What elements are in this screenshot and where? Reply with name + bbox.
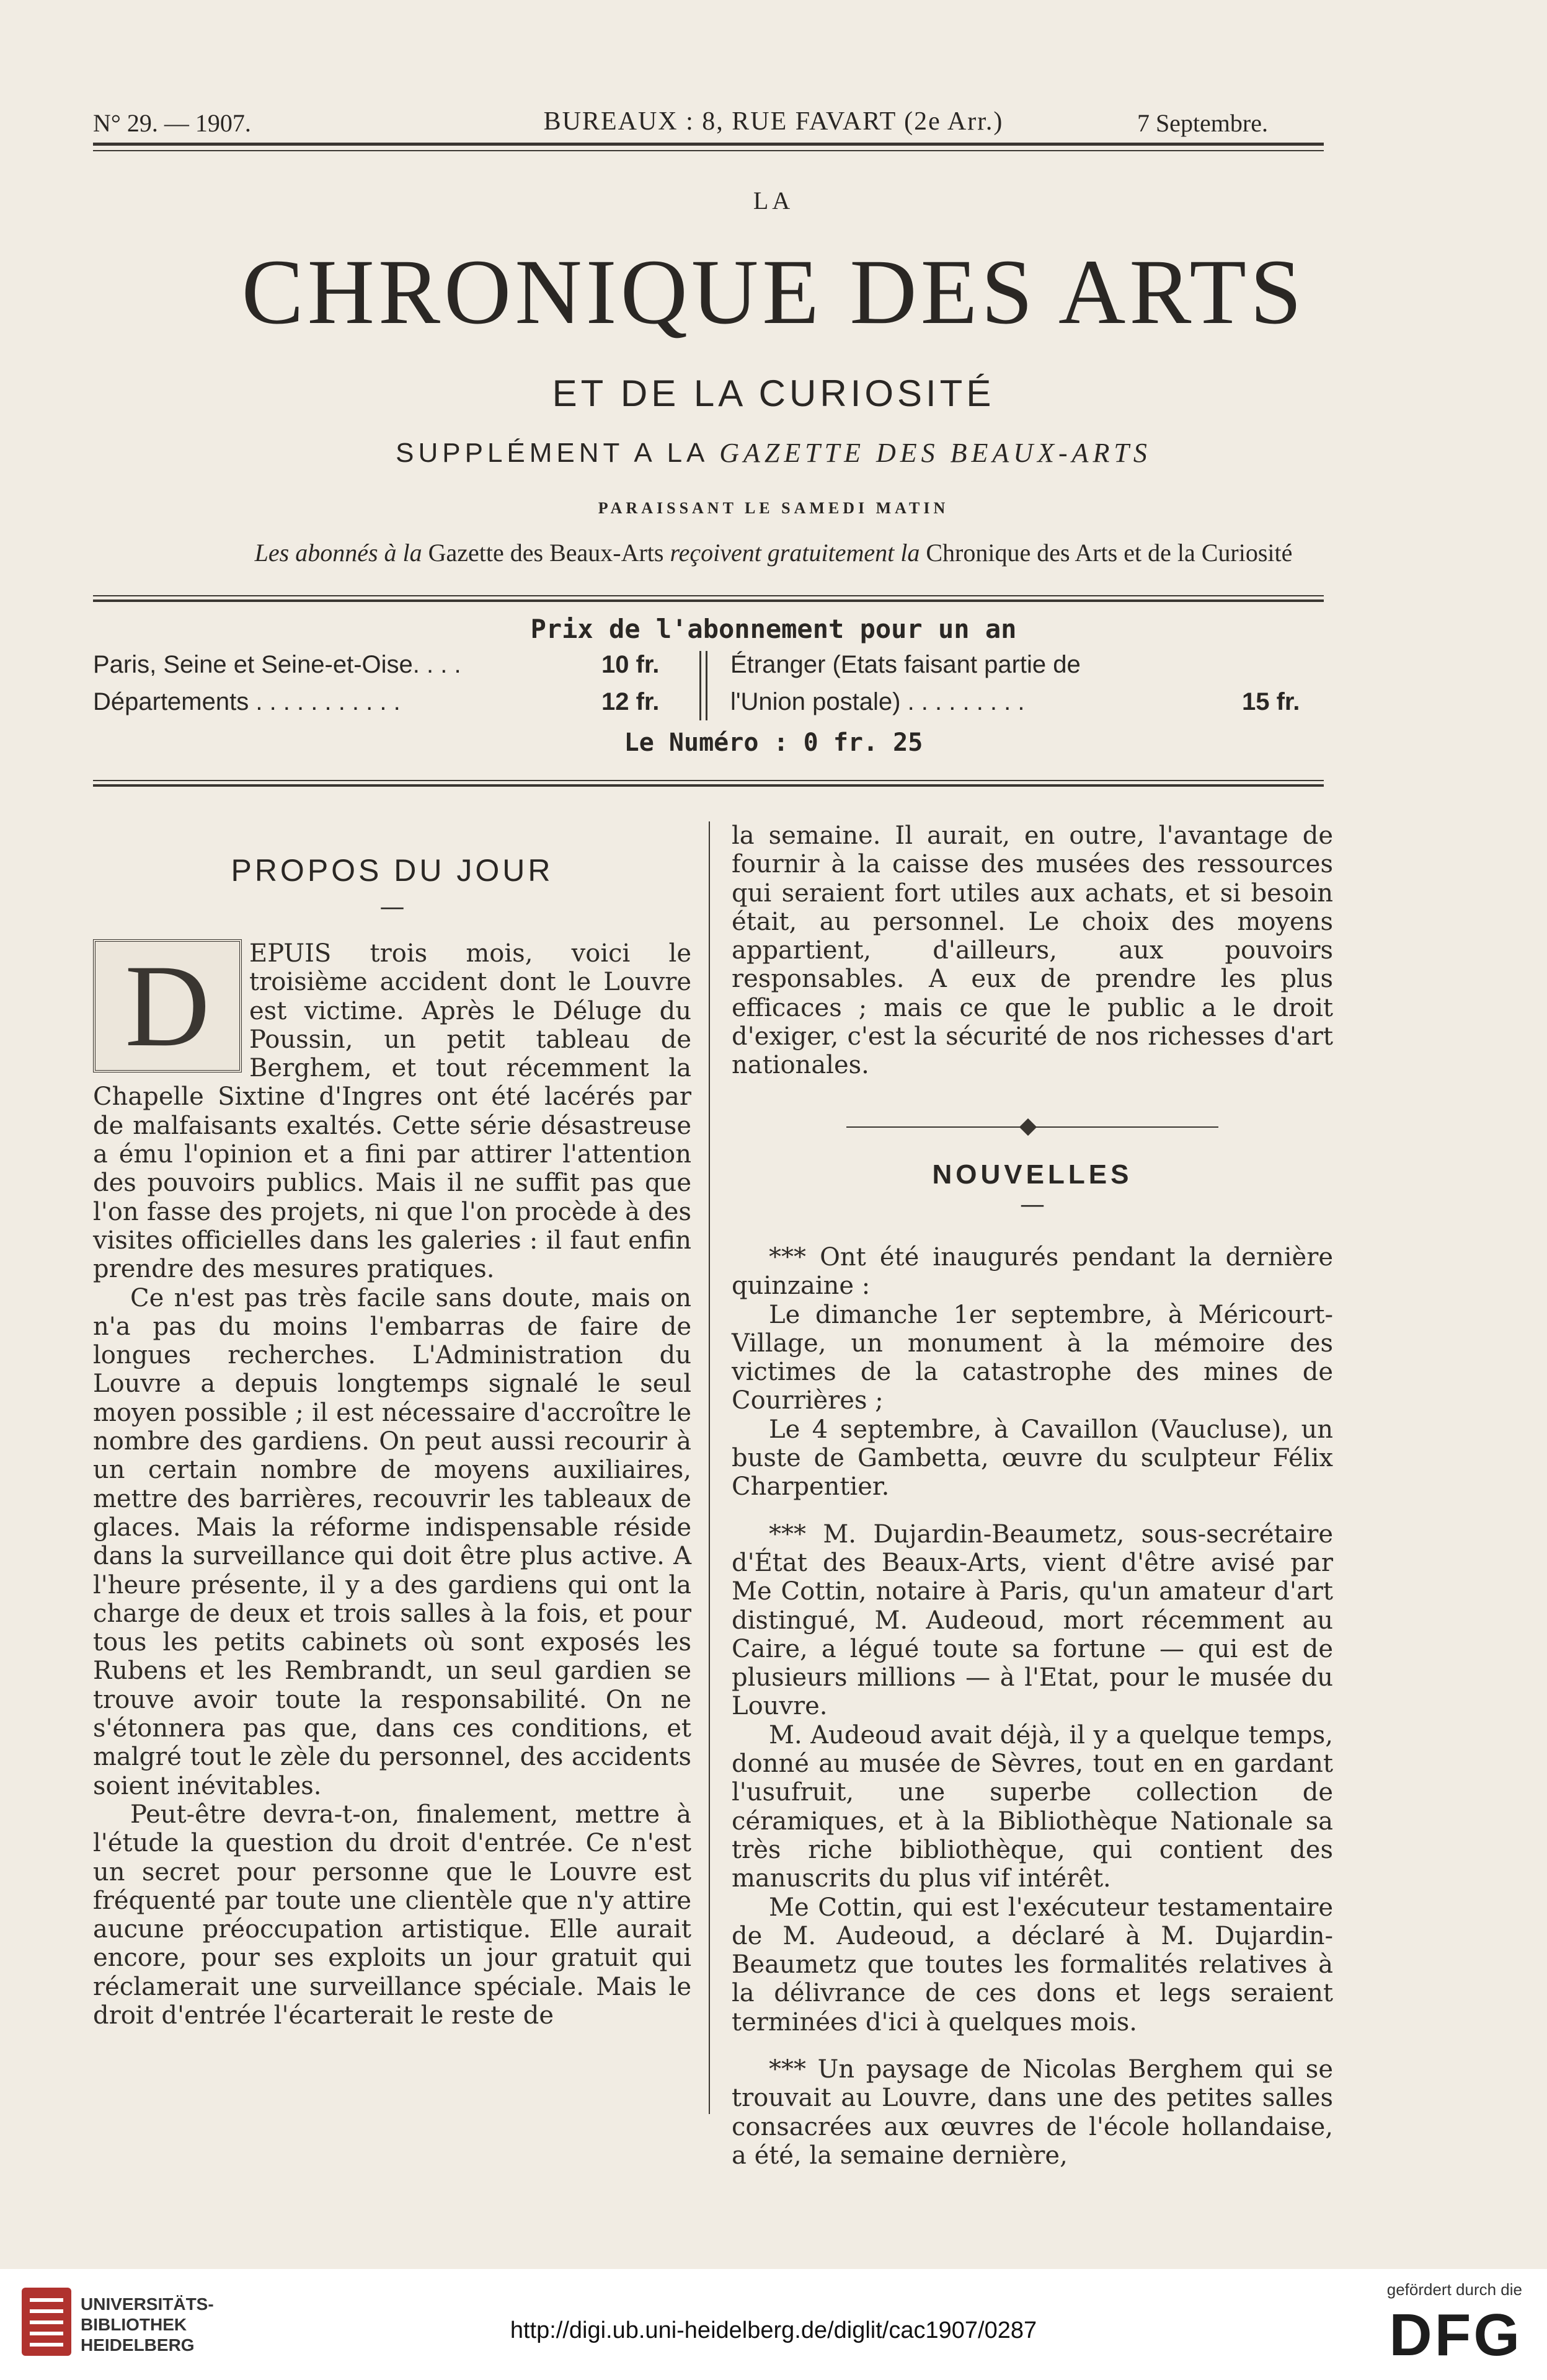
price-paris-label: Paris, Seine et Seine-et-Oise. . . . (93, 651, 461, 678)
price-paris-amount: 10 fr. (601, 651, 660, 678)
abonnes-part-2: Gazette des Beaux-Arts (428, 539, 664, 567)
news-1-item-a: Le dimanche 1er septembre, à Méricourt-Village, un monument à la mémoire des victimes de la catastrophe des mines de Courrières ; (732, 1300, 1333, 1415)
subscriber-notice (0, 538, 1547, 567)
masthead-supplement (0, 437, 1547, 469)
masthead-rule-top (93, 595, 1324, 596)
price-paris (93, 651, 660, 679)
nouvelles-dash: — (1020, 1190, 1045, 1219)
news-1-item-b: Le 4 septembre, à Cavaillon (Vaucluse), un buste de Gambetta, œuvre du sculpteur Félix Charpentier. (732, 1415, 1333, 1502)
nouvelles-column (732, 1243, 1333, 2170)
price-departements-label: Départements . . . . . . . . . . . (93, 688, 401, 715)
propos-paragraph-2: Ce n'est pas très facile sans doute, mais on n'a pas du moins l'embarras de faire de longues recherches. L'Administration du Louvre a depuis longtemps signalé le seul moyen possible ; il est nécessaire d'accroître le nombre des gardiens. On peut aussi recourir à un certain nombre de moyens auxiliaires, mettre des barrières, recouvrir les tableaux de glaces. Mais la réforme indispensable réside dans la surveillance qui doit être plus active. A l'heure présente, il y a des gardiens qui ont la charge de deux et trois salles à la fois, et pour tous les petits cabinets où sont exposés les Rubens et les Rembrandt, un seul gardien se trouve avoir toute la responsabilité. On ne s'étonnera pas que, dans ces conditions, et malgré tout le zèle du personnel, des accidents soient inévitables. (93, 1283, 691, 1800)
propos-column (93, 939, 691, 2030)
masthead-subtitle: ET DE LA CURIOSITÉ (552, 373, 995, 414)
university-library-name: UNIVERSITÄTS- BIBLIOTHEK HEIDELBERG (81, 2294, 214, 2355)
issue-date: 7 Septembre. (1137, 109, 1268, 137)
propos-paragraph-4: la semaine. Il aurait, en outre, l'avantage de fournir à la caisse des musées des ressources qui seraient fort utiles aux achats, et si besoin était, au personnel. Le choix des moyens appartient, d'ailleurs, aux pouvoirs responsables. A eux de prendre les plus efficaces ; mais ce que le public a le droit d'exiger, c'est la sécurité de nos richesses d'art nationales. (732, 821, 1333, 1080)
news-2-paragraph-c: Me Cottin, qui est l'exécuteur testamentaire de M. Audeoud, a déclaré à M. Dujardin-Beaumetz que toutes les formalités relatives à la délivrance de ces dons et legs seraient terminées d'ici à quelques mois. (732, 1893, 1333, 2037)
price-divider-1 (699, 651, 701, 720)
column-divider (709, 821, 710, 2114)
source-url[interactable]: http://digi.ub.uni-heidelberg.de/diglit/cac1907/0287 (510, 2317, 1037, 2343)
office-address: BUREAUX : 8, RUE FAVART (2e Arr.) (543, 107, 1004, 136)
abonnes-part-4: Chronique des Arts et de la Curiosité (926, 539, 1293, 567)
supplement-title: GAZETTE DES BEAUX-ARTS (719, 438, 1151, 468)
news-3-paragraph: *** Un paysage de Nicolas Berghem qui se trouvait au Louvre, dans une des petites salles consacrées aux œuvres de l'école hollandaise, a été, la semaine dernière, (732, 2055, 1333, 2170)
price-etranger-amount: 15 fr. (1242, 688, 1300, 715)
abonnes-part-1: Les abonnés à la (254, 539, 428, 567)
propos-dash: — (379, 893, 405, 921)
propos-paragraph-1: D EPUIS trois mois, voici le troisième accident dont le Louvre est victime. Après le Déluge du Poussin, un petit tableau de Berghem, et tout récemment la Chapelle Sixtine d'Ingres ont été lacérés par de malfaisants exaltés. Cette série désastreuse a ému l'opinion et a fini par attirer l'attention des pouvoirs publics. Mais il ne suffit pas que l'on fasse des projets, ni que l'on procède à des visites officielles dans les galeries : il faut enfin prendre des mesures pratiques. (93, 939, 691, 1284)
single-issue-price: Le Numéro : 0 fr. 25 (624, 728, 923, 757)
masthead-title: CHRONIQUE DES ARTS (241, 241, 1306, 343)
dfg-logo: DFG (1389, 2302, 1522, 2368)
header-rule-bottom (93, 150, 1324, 151)
publication-schedule: PARAISSANT LE SAMEDI MATIN (598, 499, 949, 517)
news-2-paragraph-a: *** M. Dujardin-Beaumetz, sous-secrétaire d'État des Beaux-Arts, vient d'être avisé par Me Cottin, notaire à Paris, qu'un amateur d'art distingué, M. Audeoud, mort récemment au Caire, a légué toute sa fortune — qui est de plusieurs millions — à l'Etat, pour le musée du Louvre. (732, 1520, 1333, 1721)
price-departements (93, 688, 660, 716)
issue-number: N° 29. — 1907. (93, 109, 251, 137)
price-etranger-line-2 (730, 688, 1300, 716)
news-1-intro: *** Ont été inaugurés pendant la dernière quinzaine : (732, 1243, 1333, 1301)
subscription-title: Prix de l'abonnement pour un an (530, 614, 1017, 644)
right-column (732, 821, 1333, 1080)
masthead-rule-bottom (93, 599, 1324, 602)
subscription-rule-top (93, 780, 1324, 781)
price-etranger-line-1: Étranger (Etats faisant partie de (730, 651, 1081, 678)
dropcap: D (93, 939, 242, 1073)
masthead-la: LA (753, 187, 794, 215)
subscription-rule-bottom (93, 784, 1324, 787)
dfg-funding-note: gefördert durch die (1386, 2280, 1522, 2299)
ornament-diamond (1019, 1118, 1037, 1136)
abonnes-part-3: reçoivent gratuitement la (663, 539, 926, 567)
propos-title: PROPOS DU JOUR (231, 853, 554, 888)
supplement-prefix: SUPPLÉMENT A LA (396, 438, 720, 468)
price-etranger-label: l'Union postale) . . . . . . . . . (730, 688, 1025, 715)
news-2-paragraph-b: M. Audeoud avait déjà, il y a quelque temps, donné au musée de Sèvres, tout en en gardant l'usufruit, une superbe collection de céramiques, et à la Bibliothèque Nationale sa très riche bibliothèque, qui contient des manuscrits du plus vif intérêt. (732, 1720, 1333, 1893)
nouvelles-title: NOUVELLES (932, 1159, 1133, 1190)
header-rule-top (93, 143, 1324, 146)
price-divider-2 (706, 651, 707, 720)
price-departements-amount: 12 fr. (601, 688, 660, 715)
propos-paragraph-3: Peut-être devra-t-on, finalement, mettre à l'étude la question du droit d'entrée. Ce n'est un secret pour personne que le Louvre est fréquenté par toute une clientèle que n'y attire aucune préoccupation artistique. Elle aurait encore, pour ses exploits un jour gratuit qui réclamerait une surveillance spéciale. Mais le droit d'entrée l'écarterait le reste de (93, 1800, 691, 2030)
